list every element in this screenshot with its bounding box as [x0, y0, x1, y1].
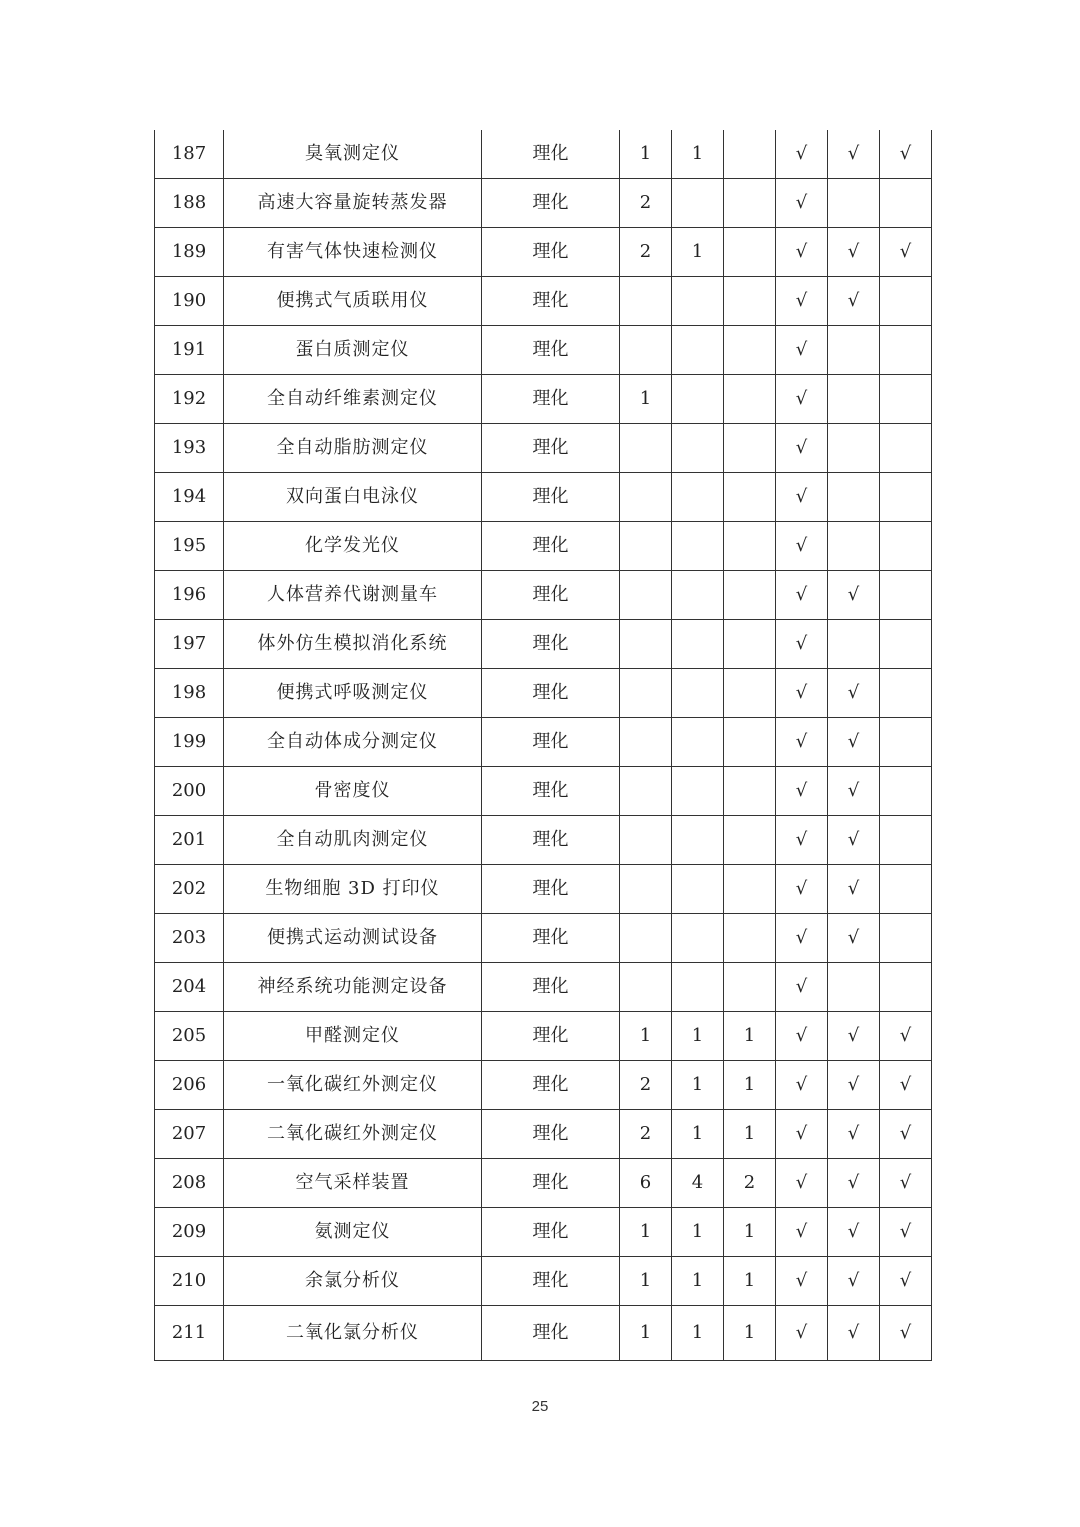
quantity-cell-1 — [620, 473, 672, 522]
row-number-cell: 199 — [155, 718, 224, 767]
check-cell-1: √ — [776, 277, 828, 326]
check-cell-2: √ — [828, 816, 880, 865]
check-cell-1: √ — [776, 1061, 828, 1110]
row-number-cell: 190 — [155, 277, 224, 326]
category-cell: 理化 — [482, 767, 620, 816]
row-number-cell: 200 — [155, 767, 224, 816]
category-cell: 理化 — [482, 228, 620, 277]
check-cell-2: √ — [828, 228, 880, 277]
check-cell-2: √ — [828, 571, 880, 620]
quantity-cell-1: 2 — [620, 1061, 672, 1110]
quantity-cell-3: 2 — [724, 1159, 776, 1208]
quantity-cell-2 — [672, 669, 724, 718]
equipment-name-cell: 有害气体快速检测仪 — [224, 228, 482, 277]
quantity-cell-1 — [620, 963, 672, 1012]
page-number: 25 — [531, 1398, 549, 1415]
check-cell-1: √ — [776, 963, 828, 1012]
quantity-cell-1: 1 — [620, 375, 672, 424]
equipment-name-cell: 甲醛测定仪 — [224, 1012, 482, 1061]
equipment-name-cell: 蛋白质测定仪 — [224, 326, 482, 375]
check-cell-2: √ — [828, 767, 880, 816]
check-cell-2: √ — [828, 914, 880, 963]
quantity-cell-2: 1 — [672, 1306, 724, 1361]
check-cell-2 — [828, 963, 880, 1012]
quantity-cell-2: 1 — [672, 1257, 724, 1306]
quantity-cell-2 — [672, 620, 724, 669]
table-row — [155, 1061, 932, 1110]
check-cell-1: √ — [776, 130, 828, 179]
quantity-cell-3: 1 — [724, 1061, 776, 1110]
equipment-name-cell: 体外仿生模拟消化系统 — [224, 620, 482, 669]
row-number-cell: 205 — [155, 1012, 224, 1061]
check-cell-2 — [828, 424, 880, 473]
quantity-cell-1: 2 — [620, 179, 672, 228]
equipment-name-cell: 全自动纤维素测定仪 — [224, 375, 482, 424]
equipment-name-cell: 全自动体成分测定仪 — [224, 718, 482, 767]
check-cell-1: √ — [776, 865, 828, 914]
equipment-name-cell: 便携式呼吸测定仪 — [224, 669, 482, 718]
equipment-name-cell: 一氧化碳红外测定仪 — [224, 1061, 482, 1110]
quantity-cell-2 — [672, 816, 724, 865]
row-number-cell: 197 — [155, 620, 224, 669]
table-row — [155, 179, 932, 228]
check-cell-3: √ — [880, 228, 932, 277]
check-cell-2: √ — [828, 1012, 880, 1061]
check-cell-3 — [880, 179, 932, 228]
quantity-cell-2: 1 — [672, 1208, 724, 1257]
category-cell: 理化 — [482, 375, 620, 424]
check-cell-3 — [880, 914, 932, 963]
row-number-cell: 206 — [155, 1061, 224, 1110]
quantity-cell-1: 6 — [620, 1159, 672, 1208]
check-cell-3 — [880, 326, 932, 375]
row-number-cell: 204 — [155, 963, 224, 1012]
table-row — [155, 1012, 932, 1061]
table-row — [155, 816, 932, 865]
category-cell: 理化 — [482, 669, 620, 718]
check-cell-1: √ — [776, 1159, 828, 1208]
equipment-name-cell: 生物细胞 3D 打印仪 — [224, 865, 482, 914]
category-cell: 理化 — [482, 914, 620, 963]
equipment-name-cell: 二氧化碳红外测定仪 — [224, 1110, 482, 1159]
check-cell-1: √ — [776, 914, 828, 963]
check-cell-3 — [880, 424, 932, 473]
check-cell-3 — [880, 767, 932, 816]
equipment-name-cell: 全自动肌肉测定仪 — [224, 816, 482, 865]
quantity-cell-1: 1 — [620, 130, 672, 179]
check-cell-2: √ — [828, 1208, 880, 1257]
check-cell-3 — [880, 816, 932, 865]
quantity-cell-1: 1 — [620, 1208, 672, 1257]
quantity-cell-3 — [724, 816, 776, 865]
check-cell-3 — [880, 473, 932, 522]
check-cell-2: √ — [828, 1110, 880, 1159]
row-number-cell: 195 — [155, 522, 224, 571]
row-number-cell: 193 — [155, 424, 224, 473]
category-cell: 理化 — [482, 326, 620, 375]
check-cell-1: √ — [776, 1012, 828, 1061]
equipment-name-cell: 双向蛋白电泳仪 — [224, 473, 482, 522]
category-cell: 理化 — [482, 130, 620, 179]
equipment-name-cell: 氨测定仪 — [224, 1208, 482, 1257]
table-row — [155, 767, 932, 816]
quantity-cell-2 — [672, 718, 724, 767]
equipment-name-cell: 化学发光仪 — [224, 522, 482, 571]
quantity-cell-2 — [672, 375, 724, 424]
row-number-cell: 207 — [155, 1110, 224, 1159]
quantity-cell-2 — [672, 424, 724, 473]
category-cell: 理化 — [482, 1159, 620, 1208]
check-cell-2: √ — [828, 865, 880, 914]
quantity-cell-2 — [672, 277, 724, 326]
check-cell-1: √ — [776, 1257, 828, 1306]
quantity-cell-1 — [620, 571, 672, 620]
quantity-cell-1 — [620, 620, 672, 669]
table-row — [155, 473, 932, 522]
category-cell: 理化 — [482, 277, 620, 326]
category-cell: 理化 — [482, 816, 620, 865]
quantity-cell-3: 1 — [724, 1306, 776, 1361]
quantity-cell-1: 2 — [620, 1110, 672, 1159]
quantity-cell-2 — [672, 865, 724, 914]
check-cell-1: √ — [776, 424, 828, 473]
quantity-cell-1 — [620, 277, 672, 326]
quantity-cell-2 — [672, 571, 724, 620]
check-cell-3 — [880, 620, 932, 669]
quantity-cell-3 — [724, 963, 776, 1012]
quantity-cell-3 — [724, 277, 776, 326]
quantity-cell-1 — [620, 816, 672, 865]
quantity-cell-2 — [672, 914, 724, 963]
row-number-cell: 189 — [155, 228, 224, 277]
quantity-cell-3 — [724, 326, 776, 375]
equipment-name-cell: 余氯分析仪 — [224, 1257, 482, 1306]
category-cell: 理化 — [482, 1257, 620, 1306]
check-cell-1: √ — [776, 1208, 828, 1257]
check-cell-2: √ — [828, 130, 880, 179]
check-cell-2: √ — [828, 1257, 880, 1306]
category-cell: 理化 — [482, 1061, 620, 1110]
equipment-name-cell: 空气采样装置 — [224, 1159, 482, 1208]
row-number-cell: 203 — [155, 914, 224, 963]
quantity-cell-2 — [672, 963, 724, 1012]
category-cell: 理化 — [482, 718, 620, 767]
quantity-cell-3 — [724, 571, 776, 620]
check-cell-2: √ — [828, 718, 880, 767]
check-cell-1: √ — [776, 1306, 828, 1361]
check-cell-2 — [828, 326, 880, 375]
quantity-cell-3 — [724, 375, 776, 424]
quantity-cell-2 — [672, 326, 724, 375]
check-cell-3: √ — [880, 1306, 932, 1361]
quantity-cell-1 — [620, 718, 672, 767]
check-cell-3: √ — [880, 1208, 932, 1257]
check-cell-1: √ — [776, 228, 828, 277]
row-number-cell: 202 — [155, 865, 224, 914]
table-row — [155, 865, 932, 914]
row-number-cell: 198 — [155, 669, 224, 718]
equipment-name-cell: 便携式运动测试设备 — [224, 914, 482, 963]
category-cell: 理化 — [482, 1110, 620, 1159]
quantity-cell-3 — [724, 424, 776, 473]
quantity-cell-1: 1 — [620, 1257, 672, 1306]
quantity-cell-1: 1 — [620, 1012, 672, 1061]
check-cell-2 — [828, 473, 880, 522]
quantity-cell-2: 1 — [672, 228, 724, 277]
category-cell: 理化 — [482, 522, 620, 571]
row-number-cell: 192 — [155, 375, 224, 424]
quantity-cell-3: 1 — [724, 1208, 776, 1257]
quantity-cell-2: 1 — [672, 130, 724, 179]
quantity-cell-2: 1 — [672, 1061, 724, 1110]
category-cell: 理化 — [482, 424, 620, 473]
equipment-name-cell: 骨密度仪 — [224, 767, 482, 816]
row-number-cell: 191 — [155, 326, 224, 375]
check-cell-3 — [880, 375, 932, 424]
table-row — [155, 914, 932, 963]
quantity-cell-1: 2 — [620, 228, 672, 277]
quantity-cell-3 — [724, 179, 776, 228]
row-number-cell: 188 — [155, 179, 224, 228]
category-cell: 理化 — [482, 620, 620, 669]
check-cell-1: √ — [776, 473, 828, 522]
equipment-table-body — [155, 130, 932, 1361]
quantity-cell-3 — [724, 228, 776, 277]
check-cell-3 — [880, 277, 932, 326]
quantity-cell-3 — [724, 767, 776, 816]
check-cell-1: √ — [776, 669, 828, 718]
equipment-name-cell: 高速大容量旋转蒸发器 — [224, 179, 482, 228]
table-row — [155, 130, 932, 179]
check-cell-1: √ — [776, 571, 828, 620]
category-cell: 理化 — [482, 473, 620, 522]
check-cell-3: √ — [880, 1110, 932, 1159]
quantity-cell-3: 1 — [724, 1110, 776, 1159]
check-cell-1: √ — [776, 522, 828, 571]
quantity-cell-2 — [672, 473, 724, 522]
check-cell-3 — [880, 718, 932, 767]
check-cell-2 — [828, 522, 880, 571]
table-row — [155, 669, 932, 718]
table-row — [155, 1159, 932, 1208]
equipment-name-cell: 便携式气质联用仪 — [224, 277, 482, 326]
check-cell-1: √ — [776, 179, 828, 228]
table-row — [155, 1257, 932, 1306]
quantity-cell-1: 1 — [620, 1306, 672, 1361]
equipment-table — [154, 130, 932, 1361]
table-row — [155, 620, 932, 669]
category-cell: 理化 — [482, 1306, 620, 1361]
check-cell-3: √ — [880, 1012, 932, 1061]
quantity-cell-2 — [672, 767, 724, 816]
check-cell-3: √ — [880, 1061, 932, 1110]
equipment-name-cell: 神经系统功能测定设备 — [224, 963, 482, 1012]
quantity-cell-3 — [724, 718, 776, 767]
table-row — [155, 1110, 932, 1159]
check-cell-1: √ — [776, 375, 828, 424]
quantity-cell-3: 1 — [724, 1257, 776, 1306]
quantity-cell-1 — [620, 522, 672, 571]
table-row — [155, 326, 932, 375]
quantity-cell-3 — [724, 669, 776, 718]
quantity-cell-1 — [620, 767, 672, 816]
quantity-cell-3 — [724, 865, 776, 914]
check-cell-2: √ — [828, 1159, 880, 1208]
check-cell-3: √ — [880, 1159, 932, 1208]
category-cell: 理化 — [482, 1012, 620, 1061]
row-number-cell: 211 — [155, 1306, 224, 1361]
check-cell-3: √ — [880, 1257, 932, 1306]
category-cell: 理化 — [482, 1208, 620, 1257]
quantity-cell-3 — [724, 620, 776, 669]
quantity-cell-1 — [620, 865, 672, 914]
table-row — [155, 571, 932, 620]
check-cell-3 — [880, 963, 932, 1012]
equipment-name-cell: 人体营养代谢测量车 — [224, 571, 482, 620]
row-number-cell: 201 — [155, 816, 224, 865]
quantity-cell-1 — [620, 914, 672, 963]
check-cell-2 — [828, 179, 880, 228]
check-cell-1: √ — [776, 1110, 828, 1159]
quantity-cell-3 — [724, 522, 776, 571]
check-cell-1: √ — [776, 620, 828, 669]
check-cell-3 — [880, 571, 932, 620]
table-row — [155, 277, 932, 326]
check-cell-1: √ — [776, 767, 828, 816]
category-cell: 理化 — [482, 179, 620, 228]
check-cell-3 — [880, 522, 932, 571]
table-row — [155, 424, 932, 473]
table-row — [155, 1306, 932, 1361]
row-number-cell: 210 — [155, 1257, 224, 1306]
check-cell-2: √ — [828, 1061, 880, 1110]
row-number-cell: 209 — [155, 1208, 224, 1257]
table-row — [155, 718, 932, 767]
equipment-name-cell: 臭氧测定仪 — [224, 130, 482, 179]
check-cell-1: √ — [776, 326, 828, 375]
row-number-cell: 196 — [155, 571, 224, 620]
check-cell-3: √ — [880, 130, 932, 179]
table-row — [155, 375, 932, 424]
check-cell-1: √ — [776, 816, 828, 865]
quantity-cell-2: 1 — [672, 1110, 724, 1159]
table-row — [155, 1208, 932, 1257]
check-cell-2: √ — [828, 1306, 880, 1361]
category-cell: 理化 — [482, 571, 620, 620]
table-row — [155, 963, 932, 1012]
equipment-name-cell: 全自动脂肪测定仪 — [224, 424, 482, 473]
category-cell: 理化 — [482, 963, 620, 1012]
quantity-cell-3 — [724, 473, 776, 522]
check-cell-2: √ — [828, 277, 880, 326]
check-cell-2 — [828, 375, 880, 424]
quantity-cell-3 — [724, 914, 776, 963]
quantity-cell-2 — [672, 179, 724, 228]
quantity-cell-1 — [620, 326, 672, 375]
quantity-cell-1 — [620, 424, 672, 473]
check-cell-2: √ — [828, 669, 880, 718]
check-cell-3 — [880, 865, 932, 914]
row-number-cell: 208 — [155, 1159, 224, 1208]
table-row — [155, 228, 932, 277]
quantity-cell-2: 1 — [672, 1012, 724, 1061]
row-number-cell: 194 — [155, 473, 224, 522]
quantity-cell-3: 1 — [724, 1012, 776, 1061]
category-cell: 理化 — [482, 865, 620, 914]
table-row — [155, 522, 932, 571]
check-cell-1: √ — [776, 718, 828, 767]
equipment-name-cell: 二氧化氯分析仪 — [224, 1306, 482, 1361]
quantity-cell-1 — [620, 669, 672, 718]
check-cell-2 — [828, 620, 880, 669]
quantity-cell-2 — [672, 522, 724, 571]
check-cell-3 — [880, 669, 932, 718]
row-number-cell: 187 — [155, 130, 224, 179]
quantity-cell-3 — [724, 130, 776, 179]
quantity-cell-2: 4 — [672, 1159, 724, 1208]
